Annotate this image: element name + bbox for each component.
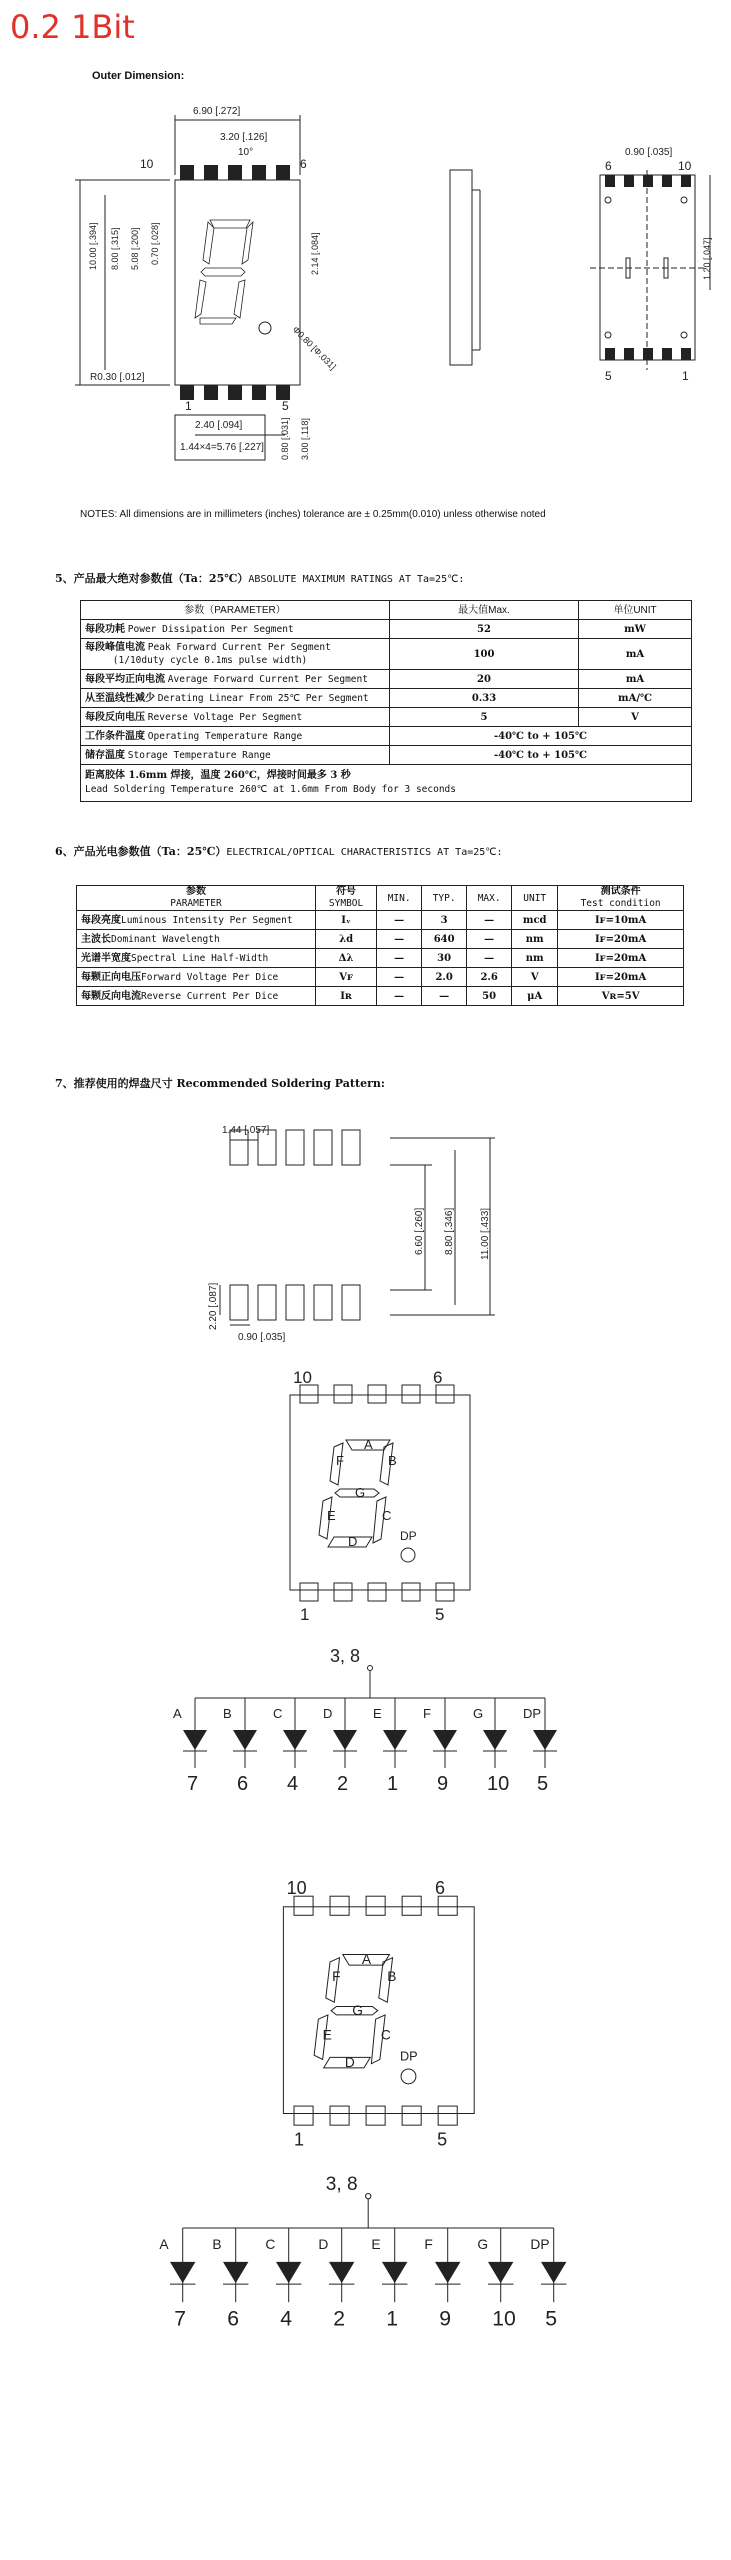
elec-col-unit: UNIT (512, 886, 558, 911)
display-pin-bottom (402, 2106, 421, 2125)
abs-param-en2: (1/10duty cycle 0.1ms pulse width) (112, 655, 308, 666)
outer-pin-top (180, 165, 194, 180)
circuit-pin: 5 (537, 1773, 549, 1795)
pin-bot-left: 1 (185, 399, 192, 413)
solder-heading-en: Recommended Soldering Pattern: (176, 1077, 385, 1090)
abs-value: 5 (390, 708, 579, 727)
display-pin-top (330, 1896, 349, 1915)
elec-max: 50 (467, 987, 512, 1006)
segment-label: F (336, 1453, 344, 1468)
abs-row (81, 639, 692, 670)
elec-col-cond-cn: 测试条件 (600, 886, 641, 897)
display-body (283, 1907, 474, 2114)
diode-dp (541, 2262, 566, 2283)
dim-radius: R0.30 [.012] (90, 372, 145, 383)
abs-param-cn: 每段峰值电流 (85, 642, 145, 653)
display-pin-bot-left: 1 (300, 1605, 310, 1624)
abs-param (81, 746, 390, 765)
circuit-pin: 1 (386, 2307, 399, 2331)
circuit-label: E (373, 1706, 382, 1721)
abs-unit: mA (579, 670, 692, 689)
circuit-pin: 5 (545, 2307, 558, 2331)
elec-param-en: Dominant Wavelength (111, 933, 220, 945)
diode-b (223, 2262, 248, 2283)
diode-e (382, 2262, 407, 2283)
bottom-view-pin-top (681, 175, 691, 187)
segment-label: A (364, 1437, 373, 1452)
elec-typ: 3 (422, 911, 467, 930)
dp-label: DP (400, 1529, 417, 1543)
bottom-view-pin-bottom (681, 348, 691, 360)
display-pin-top (300, 1385, 318, 1403)
abs-param-cn: 每段功耗 (85, 623, 125, 635)
elec-param-cn: 每颗正向电压 (81, 971, 141, 983)
solder-pad-bottom (230, 1285, 248, 1320)
circuit-pin: 7 (174, 2307, 187, 2331)
diode-dp (533, 1730, 557, 1750)
elec-param (77, 949, 316, 968)
solder-pad-bottom (258, 1285, 276, 1320)
abs-value: 100 (390, 639, 579, 670)
diode-f (435, 2262, 460, 2283)
elec-max: — (467, 911, 512, 930)
solder-pattern (180, 1115, 560, 1345)
elec-col-max: MAX. (467, 886, 512, 911)
outer-pin-bottom (252, 385, 266, 400)
abs-param-en: Derating Linear From 25℃ Per Segment (157, 692, 369, 704)
diode-d (333, 1730, 357, 1750)
rpin-bot-left: 5 (605, 369, 612, 383)
abs-param (81, 727, 390, 746)
abs-note (81, 765, 692, 802)
outer-pin-top (204, 165, 218, 180)
solder-dim-h: 2.20 [.087] (208, 1282, 219, 1330)
solder-dim-top: 1.44 [.057] (222, 1125, 270, 1136)
bottom-view-pin-bottom (662, 348, 672, 360)
segment-label: G (352, 2002, 364, 2018)
diode-b (233, 1730, 257, 1750)
elec-table (76, 885, 684, 1006)
diode-a (170, 2262, 195, 2283)
elec-row (77, 930, 684, 949)
elec-param-en: Reverse Current Per Dice (141, 990, 279, 1002)
bottom-view-pin-bottom (643, 348, 653, 360)
elec-cond: Iꜰ=20mA (558, 930, 684, 949)
display-pin-top (334, 1385, 352, 1403)
elec-unit: μA (512, 987, 558, 1006)
elec-cond: Iꜰ=10mA (558, 911, 684, 930)
display-pin-bottom (334, 1583, 352, 1601)
diode-c (276, 2262, 301, 2283)
abs-param-cn: 工作条件温度 (85, 730, 145, 742)
display-pin-top-right: 6 (434, 1878, 445, 1899)
elec-col-param-en: PARAMETER (170, 898, 222, 909)
abs-heading-en: ABSOLUTE MAXIMUM RATINGS AT Ta=25℃: (248, 574, 465, 585)
abs-unit: mW (579, 620, 692, 639)
solder-pad-top (314, 1130, 332, 1165)
elec-unit: nm (512, 949, 558, 968)
elec-typ: 2.0 (422, 968, 467, 987)
dim-dot: Φ0.80 [Φ.031] (290, 324, 338, 372)
outer-pin-top (276, 165, 290, 180)
elec-param (77, 911, 316, 930)
solder-dim-w: 0.90 [.035] (238, 1332, 286, 1343)
elec-param (77, 987, 316, 1006)
segment-label: B (387, 1969, 397, 1984)
abs-param (81, 689, 390, 708)
segment-label: A (361, 1952, 372, 1968)
abs-param (81, 620, 390, 639)
solder-pad-top (286, 1130, 304, 1165)
elec-col-param (77, 886, 316, 911)
circuit-label: DP (530, 2237, 550, 2253)
display-pin-top (402, 1385, 420, 1403)
segment-label: D (348, 1534, 358, 1549)
elec-param-en: Spectral Line Half-Width (131, 952, 269, 964)
circuit-pin: 4 (287, 1773, 299, 1795)
circuit-label: D (318, 2237, 329, 2253)
abs-value: 52 (390, 620, 579, 639)
circuit-label: C (273, 1706, 283, 1721)
segment-label: B (388, 1453, 397, 1468)
circuit-label: F (424, 2237, 433, 2253)
display-pin-bottom (294, 2106, 313, 2125)
solder-dim-d3: 11.00 [.433] (480, 1207, 491, 1260)
circuit-label: B (212, 2237, 222, 2253)
dim-thk2: 3.00 [.118] (300, 418, 310, 460)
abs-param-cn: 从至温线性减少 (85, 692, 155, 704)
rpin-top-right: 10 (678, 159, 692, 173)
abs-param-en: Power Dissipation Per Segment (127, 623, 294, 635)
elec-symbol: Iʀ (316, 987, 377, 1006)
solder-pad-bottom (314, 1285, 332, 1320)
elec-param-cn: 主波长 (81, 933, 111, 945)
abs-row (81, 727, 692, 746)
elec-param-cn: 每颗反向电流 (81, 990, 141, 1002)
solder-pad-top (342, 1130, 360, 1165)
elec-param (77, 930, 316, 949)
display-pin-bot-right: 5 (437, 2129, 448, 2150)
circuit-label: C (265, 2237, 276, 2253)
abs-value: 0.33 (390, 689, 579, 708)
diode-e (383, 1730, 407, 1750)
elec-max: — (467, 949, 512, 968)
circuit-pin: 4 (280, 2307, 293, 2331)
circuit-pin: 7 (187, 1773, 199, 1795)
elec-cond: Iꜰ=20mA (558, 949, 684, 968)
circuit-pin: 10 (492, 2307, 516, 2331)
abs-row (81, 689, 692, 708)
outer-pin-bottom (276, 385, 290, 400)
common-pins: 3, 8 (330, 1646, 361, 1666)
abs-unit: mA/℃ (579, 689, 692, 708)
diode-g (488, 2262, 513, 2283)
segment-label: D (344, 2054, 355, 2070)
dim-bottom: 2.14 [.084] (310, 232, 320, 275)
solder-pad-bottom (342, 1285, 360, 1320)
circuit-label: F (423, 1706, 431, 1721)
pin-bot-right: 5 (282, 399, 289, 413)
elec-max: — (467, 930, 512, 949)
outer-pin-bottom (228, 385, 242, 400)
circuit-label: D (323, 1706, 333, 1721)
elec-min: — (377, 949, 422, 968)
elec-row (77, 968, 684, 987)
solder-dim-d1: 6.60 [.260] (414, 1207, 425, 1255)
abs-row (81, 746, 692, 765)
elec-col-symbol-cn: 符号 (336, 886, 357, 897)
abs-col-max: 最大值Max. (390, 601, 579, 620)
abs-heading (55, 570, 464, 586)
abs-param-en: Storage Temperature Range (127, 749, 271, 761)
circuit-pin: 6 (227, 2307, 240, 2331)
segment-label: E (322, 2027, 332, 2043)
circuit-label: G (473, 1706, 484, 1721)
segment-label: C (382, 1508, 392, 1523)
abs-param (81, 670, 390, 689)
elec-heading-cn: 6、产品光电参数值（Ta：25℃） (55, 845, 227, 858)
elec-max: 2.6 (467, 968, 512, 987)
elec-row (77, 987, 684, 1006)
elec-unit: V (512, 968, 558, 987)
bottom-view-pin-bottom (605, 348, 615, 360)
display-pin-bottom (402, 1583, 420, 1601)
solder-heading-cn: 7、推荐使用的焊盘尺寸 (55, 1077, 173, 1090)
abs-param (81, 639, 390, 670)
segment-label: E (327, 1508, 336, 1523)
outer-pin-top (228, 165, 242, 180)
abs-value: -40℃ to + 105℃ (390, 727, 692, 746)
elec-col-cond (558, 886, 684, 911)
abs-note-en: Lead Soldering Temperature 260℃ at 1.6mm From Body for 3 seconds (85, 784, 456, 795)
elec-param (77, 968, 316, 987)
elec-symbol: λd (316, 930, 377, 949)
abs-param-en: Peak Forward Current Per Segment (147, 642, 331, 653)
display-pin-top (438, 1896, 457, 1915)
elec-symbol: Vꜰ (316, 968, 377, 987)
common-pins: 3, 8 (325, 2173, 358, 2195)
display-pin-top (366, 1896, 385, 1915)
abs-value: -40℃ to + 105℃ (390, 746, 692, 765)
circuit-label: A (173, 1706, 182, 1721)
solder-dim-d2: 8.80 [.346] (444, 1207, 455, 1255)
display-pin-bot-right: 5 (435, 1605, 445, 1624)
elec-min: — (377, 930, 422, 949)
display-pin-top-left: 10 (286, 1878, 307, 1899)
dim-pinw: 2.40 [.094] (195, 420, 243, 431)
abs-row (81, 670, 692, 689)
elec-typ: — (422, 987, 467, 1006)
circuit-label: DP (523, 1706, 542, 1721)
page-title: 0.2 1Bit (10, 8, 135, 46)
outer-pin-bottom (180, 385, 194, 400)
abs-param-cn: 每段平均正向电流 (85, 673, 165, 685)
dim-pitch: 3.20 [.126] (220, 132, 268, 143)
abs-param-cn: 储存温度 (85, 749, 125, 761)
abs-value: 20 (390, 670, 579, 689)
dim-pins: 1.44×4=5.76 [.227] (180, 442, 264, 453)
abs-col-unit: 单位UNIT (579, 601, 692, 620)
elec-col-param-cn: 参数 (186, 886, 206, 897)
bottom-view-pin-top (624, 175, 634, 187)
elec-unit: mcd (512, 911, 558, 930)
abs-row (81, 708, 692, 727)
bottom-view-pin-bottom (624, 348, 634, 360)
diode-a (183, 1730, 207, 1750)
elec-param-cn: 每段亮度 (81, 914, 121, 926)
outer-dimension-label: Outer Dimension: (92, 70, 185, 82)
elec-unit: nm (512, 930, 558, 949)
display-pin-bottom (366, 2106, 385, 2125)
elec-cond: Iꜰ=20mA (558, 968, 684, 987)
notes: NOTES: All dimensions are in millimeters (inches) tolerance are ± 0.25mm(0.010) unless otherwise noted (80, 509, 546, 520)
abs-param-cn: 每段反向电压 (85, 711, 145, 723)
circuit-label: G (477, 2237, 489, 2253)
display-pin-bottom (436, 1583, 454, 1601)
rpin-top-left: 6 (605, 159, 612, 173)
dim-width: 6.90 [.272] (193, 106, 241, 117)
solder-heading (55, 1075, 385, 1091)
abs-unit: mA (579, 639, 692, 670)
dim-height3: 5.08 [.200] (130, 227, 140, 270)
circuit-label: B (223, 1706, 232, 1721)
pin-diagram-2 (135, 1875, 615, 2535)
circuit-label: E (371, 2237, 381, 2253)
elec-col-cond-en: Test condition (580, 898, 661, 909)
elec-row (77, 911, 684, 930)
display-pin-bottom (330, 2106, 349, 2125)
circuit-pin: 10 (487, 1773, 510, 1795)
segment-label: F (332, 1969, 341, 1984)
rpin-bot-right: 1 (682, 369, 689, 383)
elec-min: — (377, 987, 422, 1006)
elec-col-min: MIN. (377, 886, 422, 911)
segment-label: G (355, 1485, 366, 1500)
circuit-pin: 9 (437, 1773, 449, 1795)
abs-note-cn: 距离胶体 1.6mm 焊接，温度 260℃，焊接时间最多 3 秒 (85, 770, 351, 781)
elec-col-typ: TYP. (422, 886, 467, 911)
dim-side-h: 1.20 [.047] (702, 237, 712, 280)
abs-param-en: Average Forward Current Per Segment (167, 673, 368, 685)
display-body (290, 1395, 470, 1590)
circuit-pin: 1 (387, 1773, 399, 1795)
display-pin-top (436, 1385, 454, 1403)
elec-col-symbol (316, 886, 377, 911)
elec-typ: 640 (422, 930, 467, 949)
pin-diagram-1 (150, 1365, 600, 1795)
elec-typ: 30 (422, 949, 467, 968)
diode-f (433, 1730, 457, 1750)
circuit-pin: 2 (333, 2307, 346, 2331)
elec-cond: Vʀ=5V (558, 987, 684, 1006)
abs-row (81, 620, 692, 639)
outer-dimension-drawing (60, 80, 712, 460)
abs-param-en: Operating Temperature Range (147, 730, 303, 742)
bottom-view-pin-top (662, 175, 672, 187)
circuit-label: A (159, 2237, 169, 2253)
pin-top-right: 6 (300, 157, 307, 171)
outer-pin-bottom (204, 385, 218, 400)
solder-pad-bottom (286, 1285, 304, 1320)
abs-unit: V (579, 708, 692, 727)
elec-heading (55, 843, 503, 859)
elec-param-en: Luminous Intensity Per Segment (121, 914, 293, 926)
elec-param-cn: 光谱半宽度 (81, 952, 131, 964)
abs-col-param: 参数（PARAMETER） (81, 601, 390, 620)
abs-param-en: Reverse Voltage Per Segment (147, 711, 303, 723)
display-pin-bottom (368, 1583, 386, 1601)
elec-symbol: Δλ (316, 949, 377, 968)
dp-label: DP (400, 2048, 418, 2064)
abs-table (80, 600, 692, 802)
elec-symbol: Iᵥ (316, 911, 377, 930)
elec-min: — (377, 911, 422, 930)
circuit-pin: 2 (337, 1773, 349, 1795)
outer-pin-top (252, 165, 266, 180)
display-pin-bottom (300, 1583, 318, 1601)
display-pin-bottom (438, 2106, 457, 2125)
display-pin-bot-left: 1 (294, 2129, 305, 2150)
circuit-pin: 9 (439, 2307, 452, 2331)
dim-height: 10.00 [.394] (88, 222, 98, 270)
abs-heading-cn: 5、产品最大绝对参数值（Ta：25℃） (55, 572, 249, 585)
segment-label: C (380, 2027, 391, 2043)
dim-side-w: 0.90 [.035] (625, 147, 673, 158)
diode-d (329, 2262, 354, 2283)
display-pin-top (368, 1385, 386, 1403)
elec-col-symbol-en: SYMBOL (328, 898, 364, 909)
dp-dot (401, 1548, 415, 1562)
bottom-view-pin-top (643, 175, 653, 187)
diode-c (283, 1730, 307, 1750)
elec-min: — (377, 968, 422, 987)
elec-row (77, 949, 684, 968)
diode-g (483, 1730, 507, 1750)
display-pin-top (402, 1896, 421, 1915)
dim-angle: 10° (238, 147, 254, 158)
display-pin-top-right: 6 (433, 1368, 443, 1387)
elec-param-en: Forward Voltage Per Dice (141, 971, 279, 983)
dim-thk1: 0.80 [.031] (280, 417, 290, 460)
bottom-view-pin-top (605, 175, 615, 187)
dim-height4: 0.70 [.028] (150, 222, 160, 265)
display-pin-top-left: 10 (293, 1368, 312, 1387)
abs-param (81, 708, 390, 727)
dim-height2: 8.00 [.315] (110, 227, 120, 270)
dp-dot (401, 2069, 416, 2084)
display-pin-top (294, 1896, 313, 1915)
pin-top-left: 10 (140, 157, 154, 171)
elec-heading-en: ELECTRICAL/OPTICAL CHARACTERISTICS AT Ta=25℃: (226, 847, 503, 858)
circuit-pin: 6 (237, 1773, 249, 1795)
